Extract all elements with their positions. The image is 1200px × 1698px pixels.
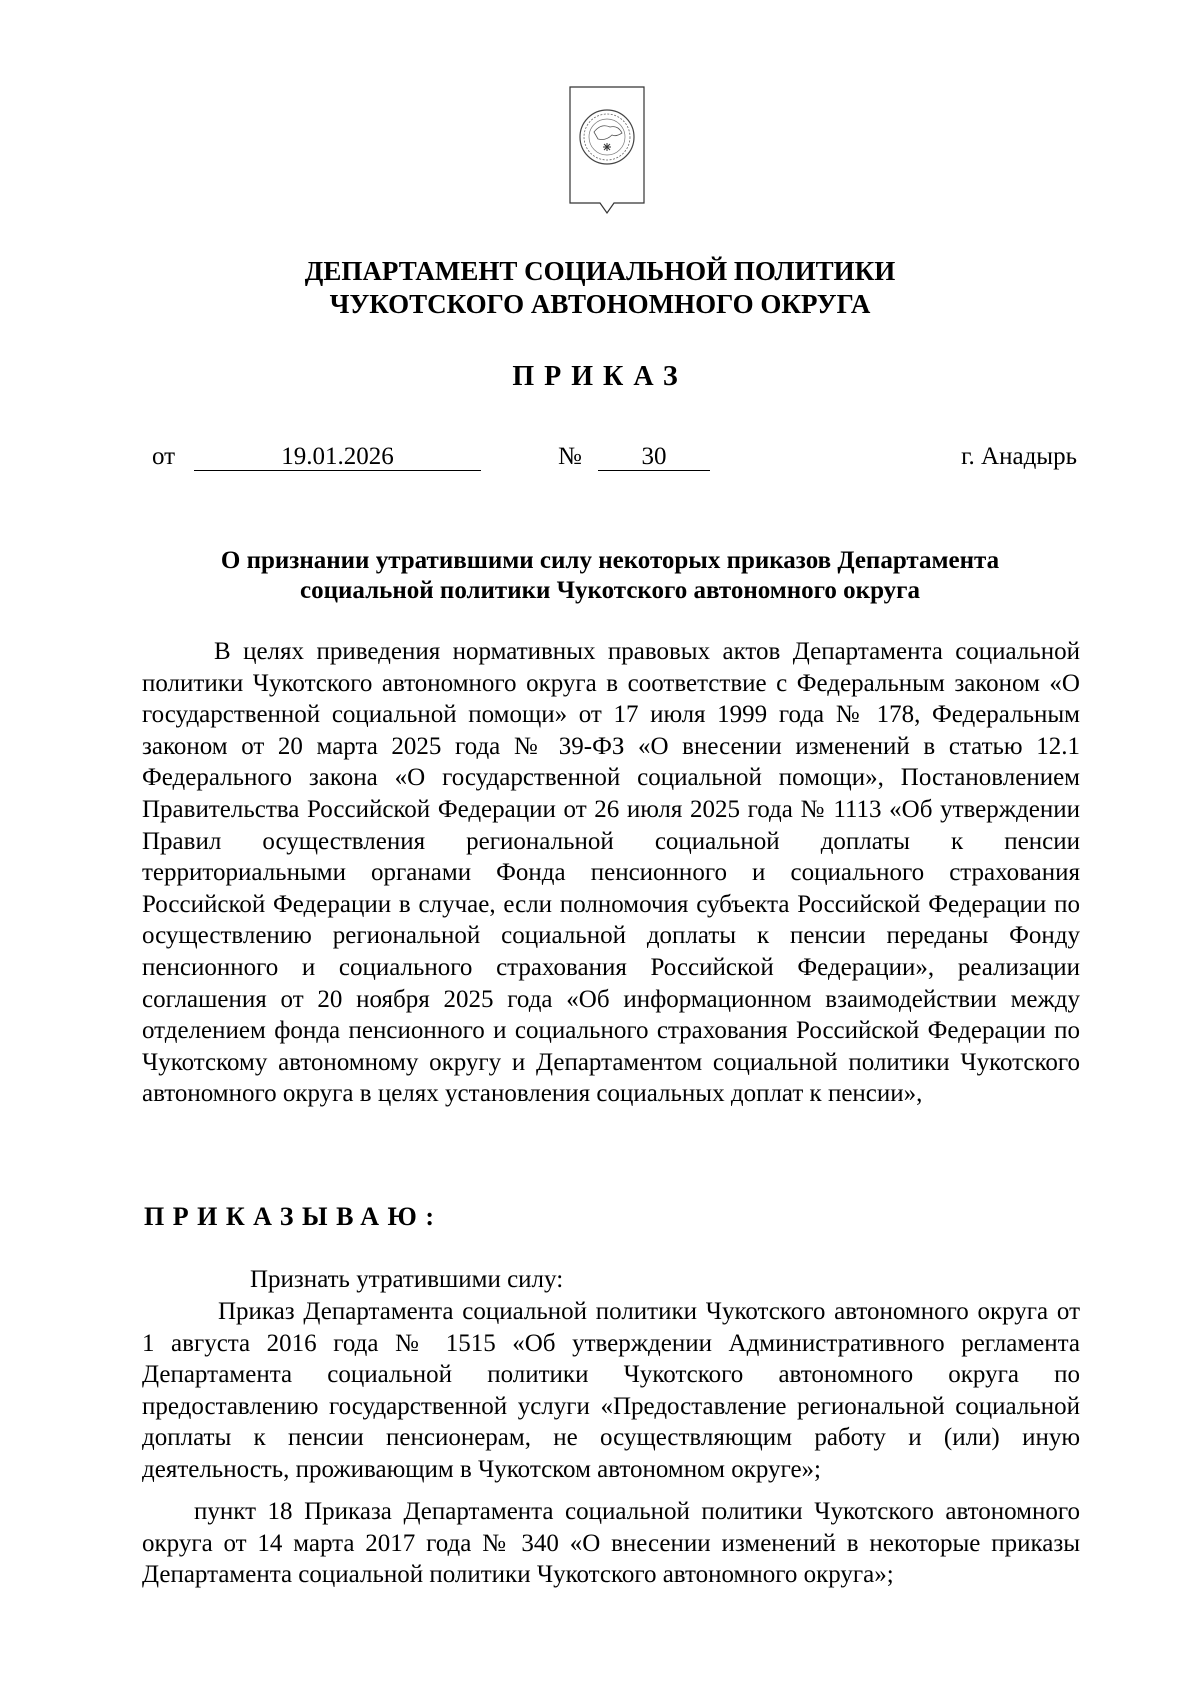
order-number: 30 (598, 440, 710, 471)
decree-word: ПРИКАЗЫВАЮ: (144, 1202, 443, 1231)
preamble-block (142, 636, 1080, 1110)
coat-of-arms-emblem (568, 85, 646, 235)
preamble-paragraph: В целях приведения нормативных правовых актов Департамента социальной политики Чукотского автономного округа в соответствие с Федеральным законом «О государственной социальной помощи» от 17 июля 1999 года № 178, Федеральным законом от 20 марта 2025 года № 39-ФЗ «О внесении изменений в статью 12.1 Федерального закона «О государственной социальной помощи», Постановлением Правительства Российской Федерации от 26 июля 2025 года № 1113 «Об утверждении Правил осуществления региональной социальной доплаты к пенсии территориальными органами Фонда пенсионного и социального страхования Российской Федерации в случае, если полномочия субъекта Российской Федерации по осуществлению региональной социальной доплаты к пенсии переданы Фонду пенсионного и социального страхования Российской Федерации», реализации соглашения от 20 ноября 2025 года «Об информационном взаимодействии между отделением фонда пенсионного и социального страхования Российской Федерации по Чукотскому автономному округу и Департаментом социальной политики Чукотского автономного округа в целях установления социальных доплат к пенсии», (142, 638, 1080, 1108)
department-line-1: ДЕПАРТАМЕНТ СОЦИАЛЬНОЙ ПОЛИТИКИ (304, 256, 896, 286)
department-name (0, 255, 1200, 321)
department-line-2: ЧУКОТСКОГО АВТОНОМНОГО ОКРУГА (329, 289, 871, 319)
list-item-text: Приказ Департамента социальной политики Чукотского автономного округа от 1 августа 2016 года № 1515 «Об утверждении Административного регламента Департамента социальной политики Чукотского автономного округа по предоставлению государственной услуги «Предоставление региональной социальной доплаты к пенсии пенсионерам, не осуществляющим работу и (или) иную деятельность, проживающим в Чукотском автономном округе»; (142, 1298, 1080, 1483)
list-item (142, 1496, 1080, 1591)
subject-line-2: социальной политики Чукотского автономного округа (299, 577, 920, 604)
list-item-text: пункт 18 Приказа Департамента социальной политики Чукотского автономного округа от 14 марта 2017 года № 340 «О внесении изменений в некоторые приказы Департамента социальной политики Чукотского автономного округа»; (142, 1498, 1080, 1589)
order-date: 19.01.2026 (194, 440, 481, 471)
order-subject (140, 546, 1080, 606)
order-city: г. Анадырь (961, 443, 1077, 470)
list-item (142, 1296, 1080, 1486)
number-label: № (558, 443, 582, 470)
subject-line-1: О признании утратившими силу некоторых приказов Департамента (220, 547, 1000, 574)
date-label: от (152, 443, 176, 470)
document-type-title: ПРИКАЗ (512, 361, 688, 392)
order-meta-row (150, 440, 1077, 476)
list-intro: Признать утратившими силу: (250, 1266, 564, 1293)
list-intro-block (142, 1264, 1080, 1296)
